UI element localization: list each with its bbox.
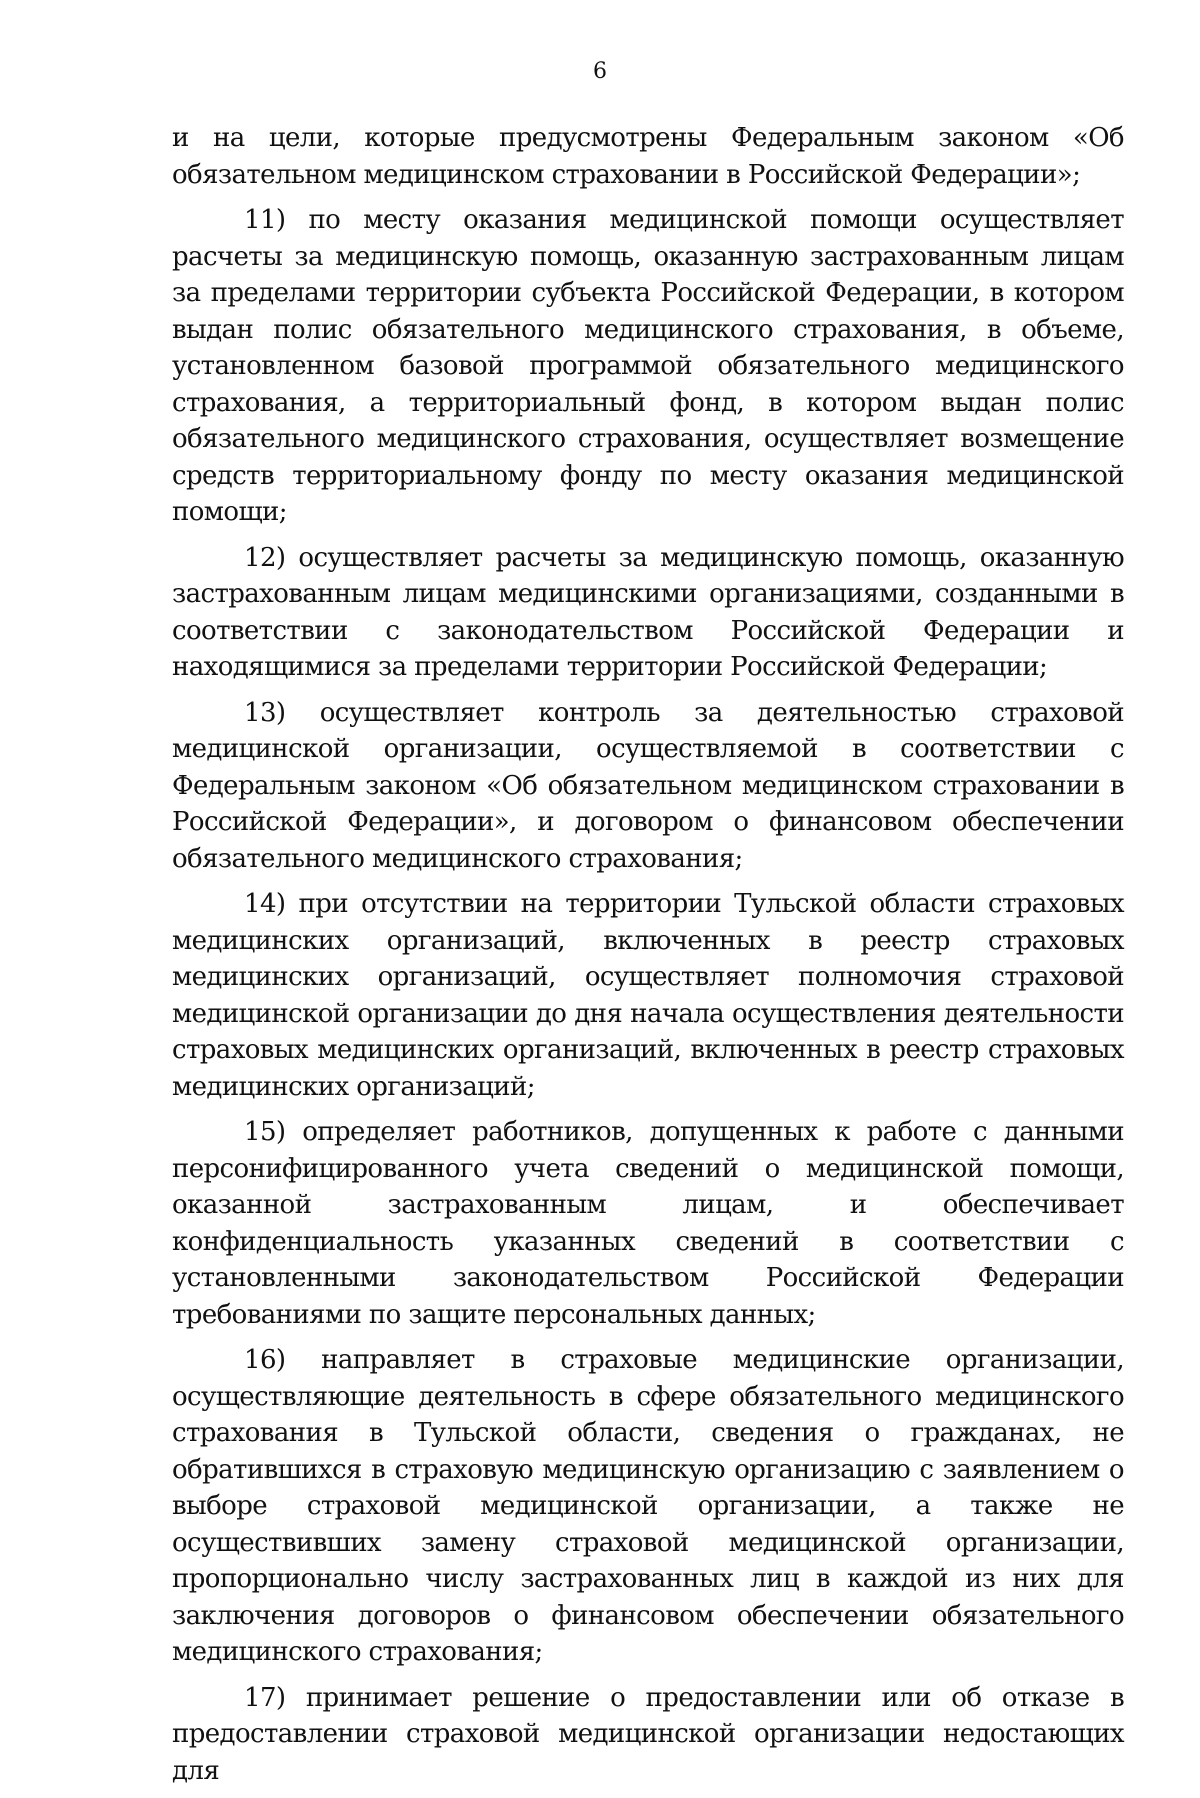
page-number: 6	[593, 59, 607, 84]
paragraph-item-15: 15) определяет работников, допущенных к работе с данными персонифицированного учета сведений о медицинской помощи, оказанной застрахованным лицам, и обеспечивает конфиденциальность указанных сведений в соответствии с установленными законодательством Российской Федерации требованиями по защите персональных данных;	[172, 1117, 1124, 1330]
paragraph-item-17: 17) принимает решение о предоставлении или об отказе в предоставлении страховой медицинской организации недостающих для	[172, 1682, 1124, 1786]
paragraph-item-14: 14) при отсутствии на территории Тульской области страховых медицинских организаций, включенных в реестр страховых медицинских организаций, осуществляет полномочия страховой медицинской организации до дня начала осуществления деятельности страховых медицинских организаций, включенных в реестр страховых медицинских организаций;	[172, 889, 1124, 1102]
paragraph-item-16: 16) направляет в страховые медицинские организации, осуществляющие деятельность в сфере обязательного медицинского страхования в Тульской области, сведения о гражданах, не обратившихся в страховую медицинскую организацию с заявлением о выборе страховой медицинской организации, а также не осуществивших замену страховой медицинской организации, пропорционально числу застрахованных лиц в каждой из них для заключения договоров о финансовом обеспечении обязательного медицинского страхования;	[172, 1345, 1124, 1667]
document-body	[172, 120, 1124, 1798]
paragraph-continuation: и на цели, которые предусмотрены Федеральным законом «Об обязательном медицинском страховании в Российской Федерации»;	[172, 123, 1124, 190]
paragraph-item-11: 11) по месту оказания медицинской помощи осуществляет расчеты за медицинскую помощь, оказанную застрахованным лицам за пределами территории субъекта Российской Федерации, в котором выдан полис обязательного медицинского страхования, в объеме, установленном базовой программой обязательного медицинского страхования, а территориальный фонд, в котором выдан полис обязательного медицинского страхования, осуществляет возмещение средств территориальному фонду по месту оказания медицинской помощи;	[172, 205, 1124, 527]
paragraph-item-12: 12) осуществляет расчеты за медицинскую помощь, оказанную застрахованным лицам медицинскими организациями, созданными в соответствии с законодательством Российской Федерации и находящимися за пределами территории Российской Федерации;	[172, 542, 1124, 682]
paragraph-item-13: 13) осуществляет контроль за деятельностью страховой медицинской организации, осуществляемой в соответствии с Федеральным законом «Об обязательном медицинском страховании в Российской Федерации», и договором о финансовом обеспечении обязательного медицинского страхования;	[172, 697, 1124, 874]
